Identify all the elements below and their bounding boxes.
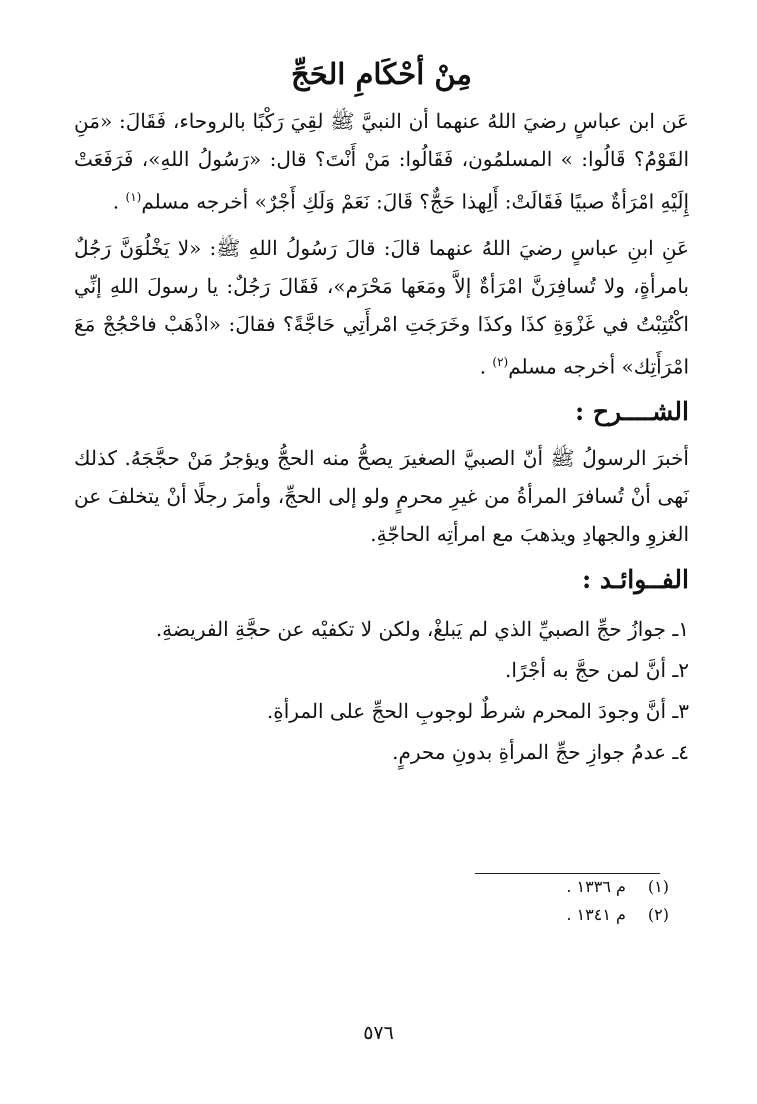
footnote-ref-2: (٢)	[492, 354, 509, 369]
page-title: مِنْ أحْكَامِ الحَجِّ	[291, 57, 472, 91]
hadith-1-text: عَن ابن عباسٍ رضيَ اللهُ عنهما أن النبيَّ ﷺ لقِيَ رَكْبًا بالروحاء، فَقَالَ: «مَنِ القَوْمُ؟ قَالُوا: » المسلمُون، فَقَالُوا: مَنْ أَنْتَ؟ قال: «رَسُولُ اللهِ»، فَرَفَعَتْ إِلَيْهِ امْرَأةٌ صبيًا فَقَالَتْ: أَلِهذا حَجٌّ؟ قَالَ: نَعَمْ وَلَكِ أَجْرٌ» أخرجه مسلم	[74, 109, 689, 214]
footnote-number: (١)	[647, 877, 669, 896]
hadith-paragraph-2	[74, 229, 689, 386]
fawaid-list	[74, 609, 689, 773]
sharh-paragraph: أخبرَ الرسولُ ﷺ أنّ الصبيَّ الصغيرَ يصحُّ منه الحجُّ ويؤجرُ مَنْ حجَّجَهُ. كذلك نَهى أنْ تُسافرَ المرأةُ من غيرِ محرمٍ ولو إلى الحجِّ، وأمرَ رجلًا أنْ يتخلفَ عن الغزوِ والجهادِ ويذهبَ مع امرأتِه الحاجّةِ.	[74, 446, 689, 547]
hadith-2-tail: .	[479, 354, 493, 379]
list-item: ٢ـ أنَّ لمن حجَّ به أجْرًا.	[505, 658, 689, 683]
footnote-number: (٢)	[647, 905, 669, 924]
list-item: ١ـ جوازُ حجِّ الصبيِّ الذي لم يَبلغْ، ولكن لا تكفيْه عن حجَّةِ الفريضةِ.	[155, 617, 689, 642]
footnote-ref-1: (١)	[125, 190, 142, 204]
fawaid-heading: الفــوائـد :	[581, 565, 689, 595]
page-number: ٥٧٦	[363, 1022, 394, 1044]
sharh-heading: الشــــرح :	[574, 397, 689, 427]
hadith-2-text: عَنِ ابنِ عباسٍ رضيَ اللهُ عنهما قالَ: قالَ رَسُولُ اللهِ ﷺ: «لا يَخْلُوَنَّ رَجُلٌ بامرأةٍ، ولا تُسافِرَنَّ امْرَأةٌ إلاَّ ومَعَها مَحْرَم»، فَقَالَ رَجُلٌ: يا رسولَ اللهِ إنِّي اكْتُتِبْتُ في غَزْوَةِ كذَا وكذَا وخَرَجَتِ امْرأَتِي حَاجَّةً؟ فقالَ: «اذْهَبْ فاحْجُجْ مَعَ امْرَأَتِك» أخرجه مسلم	[74, 235, 689, 379]
footnote-1	[566, 873, 669, 901]
footnote-2	[566, 901, 669, 929]
hadith-1-tail: .	[112, 189, 126, 214]
list-item: ٤ـ عدمُ جوازِ حجِّ المرأةِ بدونِ محرمٍ.	[392, 740, 689, 765]
footnote-text: م ١٣٣٦ .	[566, 877, 626, 896]
list-item: ٣ـ أنَّ وجودَ المحرم شرطٌ لوجوبِ الحجِّ على المرأةِ.	[266, 699, 689, 724]
footnotes	[566, 873, 669, 929]
footnote-text: م ١٣٤١ .	[566, 905, 626, 924]
hadith-paragraph-1	[74, 102, 689, 221]
